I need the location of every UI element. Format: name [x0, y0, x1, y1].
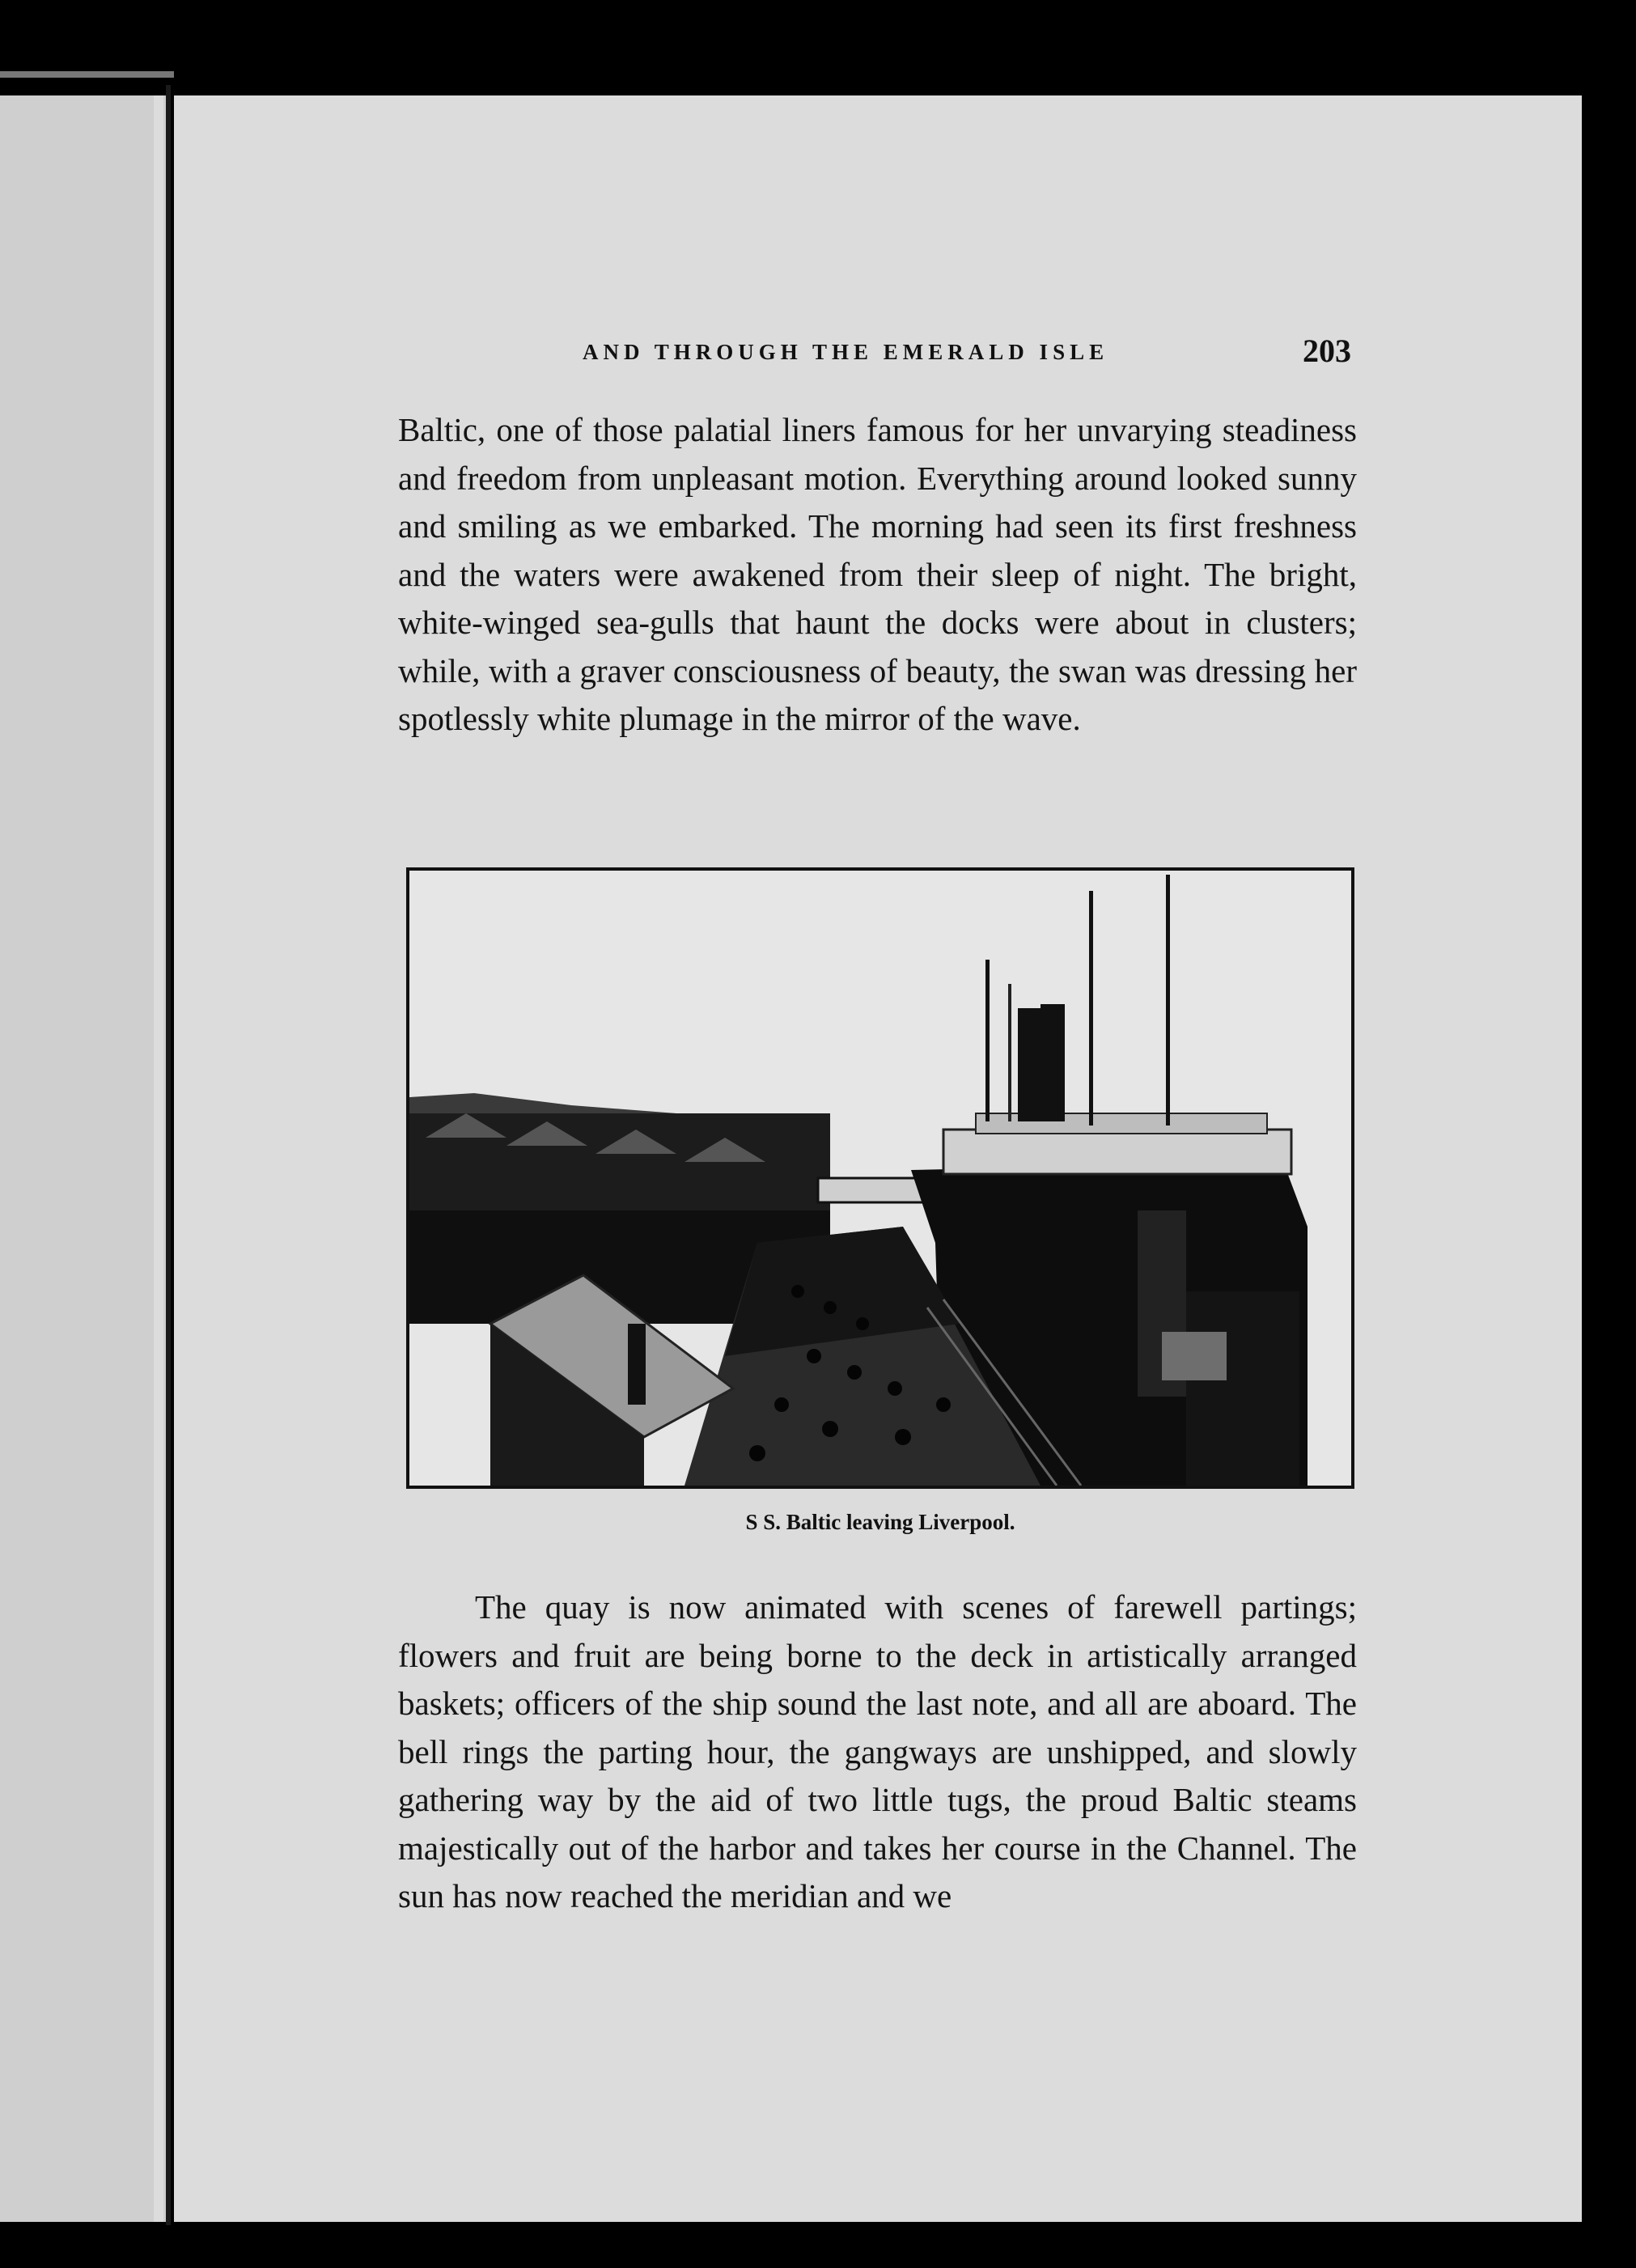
gutter-line [166, 85, 171, 2237]
scan-bottom-edge [0, 2225, 1636, 2268]
facing-page-edge [0, 95, 166, 2222]
running-title: AND THROUGH THE EMERALD ISLE [583, 340, 1109, 364]
paragraph-2: The quay is now animated with scenes of farewell partings; flowers and fruit are being borne to the deck in artistically arranged baskets; officers of the ship sound the last note, and all are aboard. The bell rings the parting hour, the gangways are unshipped, and slowly gathering way by the aid of two little tugs, the proud Baltic steams majestically out of the harbor and takes her course in the Channel. The sun has now reached the meridian and we [398, 1588, 1357, 1914]
photo-ss-baltic [406, 867, 1354, 1489]
figure-caption: S S. Baltic leaving Liverpool. [745, 1510, 1015, 1534]
page-number: 203 [1303, 333, 1351, 369]
scan-top-edge [0, 71, 174, 78]
paragraph-1: Baltic, one of those palatial liners famous for her unvarying steadiness and freedom from unpleasant motion. Everything around looked sunny and smiling as we embarked. The morning had seen its first freshness and the waters were awakened from their sleep of night. The bright, white-winged sea-gulls that haunt the docks were about in clusters; while, with a graver consciousness of beauty, the swan was dressing her spotlessly white plumage in the mirror of the wave. [398, 411, 1357, 737]
ship-photo-illustration [409, 871, 1351, 1486]
facing-page-margin [154, 95, 163, 2222]
